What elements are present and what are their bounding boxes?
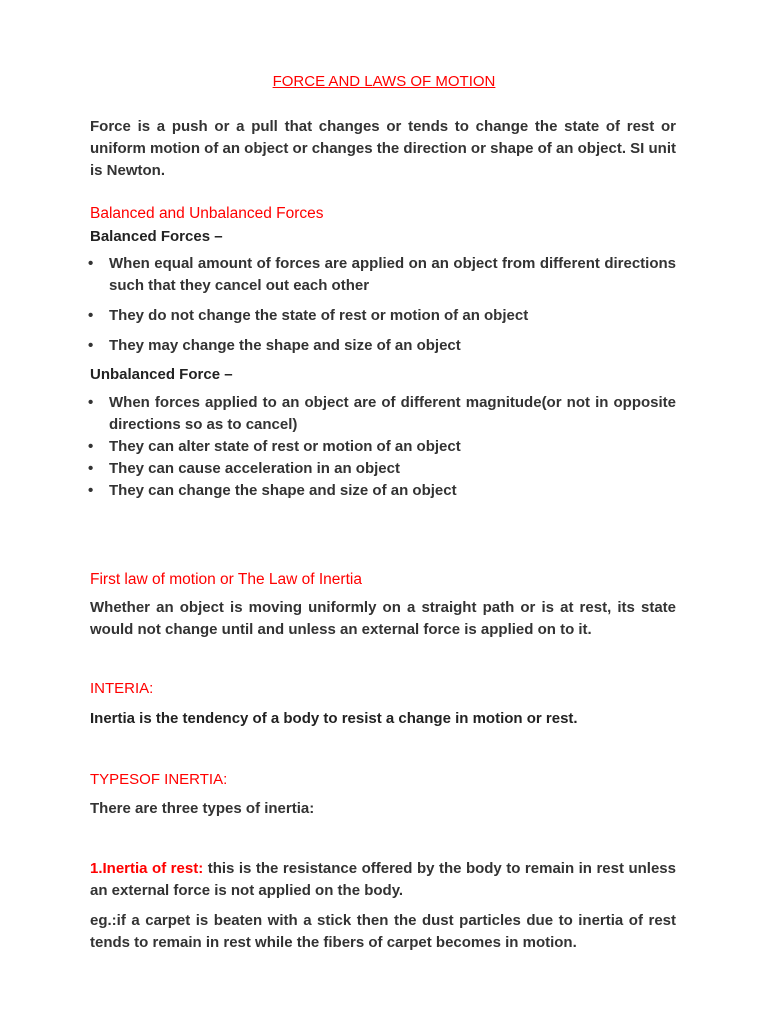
balanced-unbalanced-heading: Balanced and Unbalanced Forces [90, 205, 324, 222]
list-item: • They can cause acceleration in an object [88, 458, 676, 480]
list-item: • They may change the shape and size of an object [88, 335, 676, 357]
list-item: • They can alter state of rest or motion of an object [88, 436, 676, 458]
inertia-of-rest-label: 1.Inertia of rest: [90, 860, 204, 877]
inertia-definition: Inertia is the tendency of a body to resist a change in motion or rest. [90, 710, 578, 727]
inertia-of-rest-paragraph [90, 858, 676, 902]
list-item: • They can change the shape and size of an object [88, 480, 676, 502]
first-law-heading: First law of motion or The Law of Inertia [90, 571, 362, 588]
document-title: FORCE AND LAWS OF MOTION [272, 73, 496, 90]
list-item: • They do not change the state of rest or motion of an object [88, 305, 676, 327]
unbalanced-force-label: Unbalanced Force – [90, 366, 233, 383]
balanced-forces-list [88, 253, 676, 357]
first-law-paragraph: Whether an object is moving uniformly on a straight path or is at rest, its state would not change until and unless an external force is applied on to it. [90, 599, 676, 638]
list-item: • When forces applied to an object are of different magnitude(or not in opposite directions so as to cancel) [88, 392, 676, 436]
list-item: • When equal amount of forces are applied on an object from different directions such that they cancel out each other [88, 253, 676, 297]
balanced-forces-label: Balanced Forces – [90, 228, 223, 245]
carpet-example-paragraph: eg.:if a carpet is beaten with a stick then the dust particles due to inertia of rest tends to remain in rest while the fibers of carpet becomes in motion. [90, 912, 676, 951]
types-of-inertia-heading: TYPESOF INERTIA: [90, 771, 228, 788]
types-intro: There are three types of inertia: [90, 800, 315, 817]
force-definition-paragraph: Force is a push or a pull that changes or tends to change the state of rest or uniform motion of an object or changes the direction or shape of an object. SI unit is Newton. [90, 118, 676, 179]
interia-heading: INTERIA: [90, 680, 154, 697]
unbalanced-forces-list [88, 392, 676, 502]
inertia-of-rest-text: this is the resistance offered by the body to remain in rest unless an external force is not applied on the body. [90, 860, 676, 899]
